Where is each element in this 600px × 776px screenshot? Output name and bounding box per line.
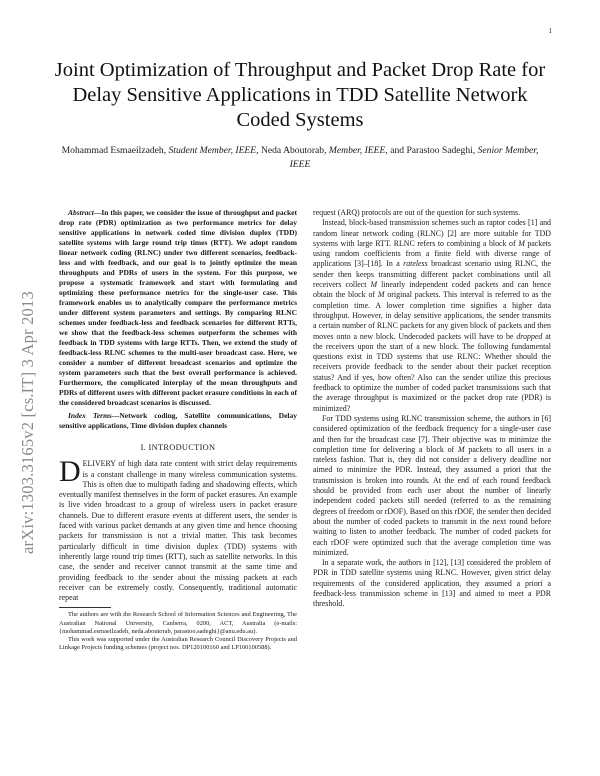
p3-part-a: For TDD systems using RLNC transmission scheme, the authors in [6] considered optimization of the feedback frequency for a single-user case and then for the broadcast case [7]. Their objective was to minimize the completion time for delivering a block of bbox=[313, 413, 551, 454]
index-terms bbox=[59, 411, 297, 431]
author-3-name: , and Parastoo Sadeghi, bbox=[385, 145, 478, 156]
page-number: 1 bbox=[548, 27, 552, 35]
drop-cap: D bbox=[59, 455, 81, 489]
p2-part-e: original packets. This interval is referred to as the completion time. A lower completion time signifies a higher data throughput. However, in delay sensitive applications, the sender transmits a certain number of RLNC packets for any given block of packets and then moves onto a new block. Undecoded packets will have to be bbox=[313, 290, 551, 341]
math-var-m: M bbox=[458, 444, 465, 454]
index-terms-dash: — bbox=[111, 411, 120, 420]
right-paragraph-1: request (ARQ) protocols are out of the question for such systems. bbox=[313, 208, 521, 217]
footnote-affiliation: The authors are with the Research School of Information Sciences and Engineering, The Australian National University, Canberra, 0200, ACT, Australia (e-mails: {mohammad.esmaeilzadeh, neda.aboutorab, parastoo.sadeghi}@anu.edu.au). bbox=[59, 611, 297, 635]
emph-dropped: dropped bbox=[516, 331, 543, 341]
author-2-role: Member, IEEE bbox=[328, 145, 386, 156]
right-paragraph-4: In a separate work, the authors in [12], [13] considered the problem of PDR in TDD satellite systems using RLNC. However, given strict delay requirements of the considered application, they assumed a priori a feedback-less transmission scheme in [13] and aimed to meet a PDR threshold. bbox=[313, 558, 551, 609]
abstract-label: Abstract bbox=[68, 208, 94, 217]
intro-text: of high data rate content with strict delay requirements is a constant challenge in many wireless communication systems. This is often due to multipath fading and shadowing effects, which eventually manifest themselves in the form of packet erasures. An example is live video broadcast to a group of wireless users in packet erasure channels. Due to different erasure events at different users, the sender is faced with various packet demands at any given time and hence choosing packets for transmission is not a trivial matter. This task becomes particularly difficult in time division duplex (TDD) systems with inherently large round trip times (RTT), such as satellite networks. In this case, the sender and receiver cannot transmit at the same time and providing feedback to the sender about the missing packets at each receiver can be extremely costly. Consequently, traditional automatic repeat bbox=[59, 459, 297, 603]
author-1-role: Student Member, IEEE bbox=[168, 145, 257, 156]
p2-part-a: Instead, block-based transmission schemes such as raptor codes [1] and random linear network coding (RLNC) [2] are more suitable for TDD systems with large RTT. RLNC refers to combining a block of bbox=[313, 218, 551, 248]
abstract-dash: — bbox=[93, 208, 102, 217]
left-column bbox=[59, 208, 297, 652]
abstract bbox=[59, 208, 297, 408]
footnote-rule bbox=[59, 607, 111, 608]
p2-part-f: at the receivers upon the start of a new block. The following fundamental questions exist in TDD systems that use RLNC: Whether should the receivers provide feedback to the sender about their packet reception status? And if yes, how often? Also can the sender utilize this precious feedback to optimize the number of coded packet transmissions such that the average throughput is maximized or the packet drop rate (PDR) is minimized? bbox=[313, 331, 551, 413]
author-2-name: , Neda Aboutorab, bbox=[256, 145, 329, 156]
p2-part-d: linearly independent coded packets and can hence obtain the block of bbox=[313, 280, 552, 300]
footnote-funding: This work was supported under the Australian Research Council Discovery Projects and Linkage Projects funding schemes (project nos. DP120100160 and LP100100588). bbox=[59, 636, 297, 652]
emph-rateless: rateless bbox=[403, 259, 428, 269]
intro-first-word: ELIVERY bbox=[82, 459, 116, 469]
index-terms-text: Network coding, Satellite communications, Delay sensitive applications, Time division duplex channels bbox=[59, 411, 297, 430]
math-var-m: M bbox=[370, 280, 378, 290]
p2-part-b: packets using random coefficients from a finite field with diverse range of applications [3]–[18]. In a bbox=[313, 238, 551, 269]
right-column bbox=[313, 208, 551, 610]
author-1-name: Mohammad Esmaeilzadeh, bbox=[61, 145, 169, 156]
paper-title: Joint Optimization of Throughput and Packet Drop Rate for Delay Sensitive Applications in TDD Satellite Network Coded Systems bbox=[54, 59, 546, 131]
math-var-m: M bbox=[518, 238, 525, 248]
arxiv-stamp: arXiv:1303.3165v2 [cs.IT] 3 Apr 2013 bbox=[18, 291, 37, 554]
intro-paragraph bbox=[59, 455, 297, 603]
index-terms-label: Index Terms bbox=[68, 411, 112, 420]
math-var-m: M bbox=[377, 290, 385, 300]
right-paragraph-2 bbox=[313, 218, 551, 414]
section-heading: I. INTRODUCTION bbox=[140, 443, 216, 452]
abstract-text: In this paper, we consider the issue of throughput and packet drop rate (PDR) optimization as two performance metrics for delay sensitive applications in network coded time division duplex (TDD) satellite systems with large round trip times (RTT). We adopt random linear network coding (RLNC) under two different scenarios, feedback-less and with feedback, and our goal is to jointly optimize the mean throughputs and PDRs of users in the system. For this purpose, we propose a systematic framework and start with formulating and optimizing these performance metrics for the single-user case. This framework enables us to analytically compare the performance metrics under different system parameters and settings. By comparing RLNC schemes under feedback-less and feedback scenarios for different RTTs, we show that the feedback-less schemes outperform the schemes with feedback in TDD systems with large RTTs. Then, we extend the study of feedback-less RLNC schemes to the multi-user broadcast case. Here, we consider a number of different broadcast scenarios and optimize the system parameters such that the best overall performance is achieved. Furthermore, the complicated interplay of the mean throughputs and PDRs of different users with different packet erasure conditions in each of the considered broadcast scenarios is discussed. bbox=[59, 208, 297, 407]
p3-part-b: packets to all users in a rateless fashion. That is, they did not consider a delivery deadline nor aimed to minimize the PDR. Instead, they assumed a priori that the transmission is broken into rounds. At the end of each round feedback should be provided from each user about the number of linearly independent coded packets still needed (referred to as the remaining degrees of freedom or rDOF). Based on this rDOF, the sender then decided about the number of coded packets to transmit in the next round before waiting to listen to another feedback. The number of coded packets for each rDOF were optimized such that the average completion time was minimized. bbox=[313, 444, 551, 557]
right-paragraph-3 bbox=[313, 414, 551, 558]
p2-part-c: broadcast scenario using RLNC, the sender then keeps transmitting different packet combinations until all receivers collect bbox=[313, 259, 552, 290]
author-line bbox=[60, 144, 540, 171]
author-3-role: Senior Member, IEEE bbox=[289, 145, 539, 170]
